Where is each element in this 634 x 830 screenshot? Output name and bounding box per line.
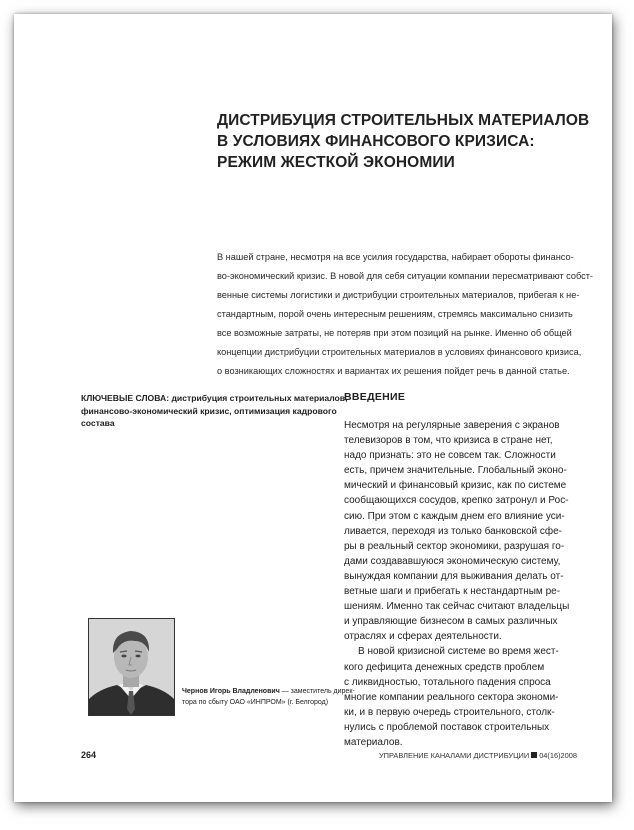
lead-line: о возникающих сложностях и вариантах их решения пойдет речь в данной статье.: [217, 366, 570, 376]
article-title: [217, 110, 597, 173]
body-line: ветные шаги и прибегать к нестандартным ре-: [344, 586, 561, 598]
body-line: сию. При этом с каждым днем его влияние уси-: [344, 510, 565, 522]
lead-line: В нашей стране, несмотря на все усилия государства, набирает обороты финансо-: [217, 252, 574, 262]
author-portrait-icon: [89, 619, 174, 715]
body-line: материалов.: [344, 736, 403, 748]
title-line: В УСЛОВИЯХ ФИНАНСОВОГО КРИЗИСА:: [217, 133, 535, 150]
running-footer: [379, 751, 577, 760]
section-heading: ВВЕДЕНИЕ: [344, 391, 406, 403]
body-line: вынуждая компании для выживания делать от-: [344, 570, 564, 582]
title-line: ДИСТРИБУЦИЯ СТРОИТЕЛЬНЫХ МАТЕРИАЛОВ: [217, 112, 590, 129]
body-line: шениям. Именно так сейчас считают владельцы: [344, 601, 570, 613]
keywords-line: КЛЮЧЕВЫЕ СЛОВА: дистрибуция строительных материалов,: [81, 393, 348, 403]
body-line: надо признать: это не совсем так. Сложности: [344, 450, 556, 462]
body-line: и управляющие бизнесом в самых различных: [344, 616, 558, 628]
body-line: ки, и в первую очередь строительного, столк-: [344, 706, 555, 718]
caption-line: [182, 686, 355, 697]
body-line: есть, причем значительные. Глобальный эконо-: [344, 465, 567, 477]
author-desc: — заместитель дирек-: [279, 688, 355, 695]
magazine-page: [14, 14, 612, 802]
keywords-line: состава: [81, 418, 115, 428]
body-line: дами создававшуюся экономическую систему,: [344, 555, 561, 567]
body-line: ливается, переходя из только банковской сфе-: [344, 525, 562, 537]
body-line: мический и финансовый кризис, как по системе: [344, 480, 567, 492]
body-line: многие компании реального сектора экономи-: [344, 691, 559, 703]
lead-line: во-экономический кризис. В новой для себя ситуации компании пересматривают собст-: [217, 271, 593, 281]
body-line: сообщающихся сосудов, крепко затронул и Рос-: [344, 495, 569, 507]
body-line: Несмотря на регулярные заверения с экранов: [344, 420, 560, 431]
page-number: 264: [81, 750, 97, 760]
lead-line: все возможные затраты, не потеряв при этом позиций на рынке. Именно об общей: [217, 328, 572, 338]
title-line: РЕЖИМ ЖЕСТКОЙ ЭКОНОМИИ: [217, 154, 455, 171]
issue-number: 04(16)2008: [539, 751, 577, 760]
body-line: с ликвидностью, тотального падения спроса: [344, 676, 551, 688]
author-photo: [88, 618, 175, 716]
body-line: отраслях и сферах деятельности.: [344, 631, 502, 643]
author-caption: [182, 686, 355, 708]
lead-line: венные системы логистики и дистрибуции строительных материалов, прибегая к не-: [217, 290, 580, 300]
body-line: кого дефицита денежных средств проблем: [344, 661, 545, 673]
article-lead: [217, 248, 592, 381]
keywords: [81, 392, 348, 430]
caption-line: тора по сбыту ОАО «ИНПРОМ» (г. Белгород): [182, 699, 329, 706]
body-line: нулись с проблемой поставок строительных: [344, 721, 550, 733]
body-line: телевизоров в том, что кризиса в стране нет,: [344, 435, 553, 447]
body-line: В новой кризисной системе во время жест-: [358, 646, 559, 658]
body-line: ры в реальный сектор экономики, разрушая го-: [344, 540, 565, 552]
square-bullet-icon: [531, 752, 537, 758]
author-name: Чернов Игорь Владленович: [182, 688, 280, 695]
lead-line: стандартным, порой очень интересным решениям, стремясь максимально снизить: [217, 309, 573, 319]
lead-line: концепции дистрибуции строительных материалов в условиях финансового кризиса,: [217, 347, 582, 357]
article-body: [344, 418, 594, 750]
journal-name: УПРАВЛЕНИЕ КАНАЛАМИ ДИСТРИБУЦИИ: [378, 751, 530, 760]
keywords-line: финансово-экономический кризис, оптимизация кадрового: [81, 405, 337, 416]
